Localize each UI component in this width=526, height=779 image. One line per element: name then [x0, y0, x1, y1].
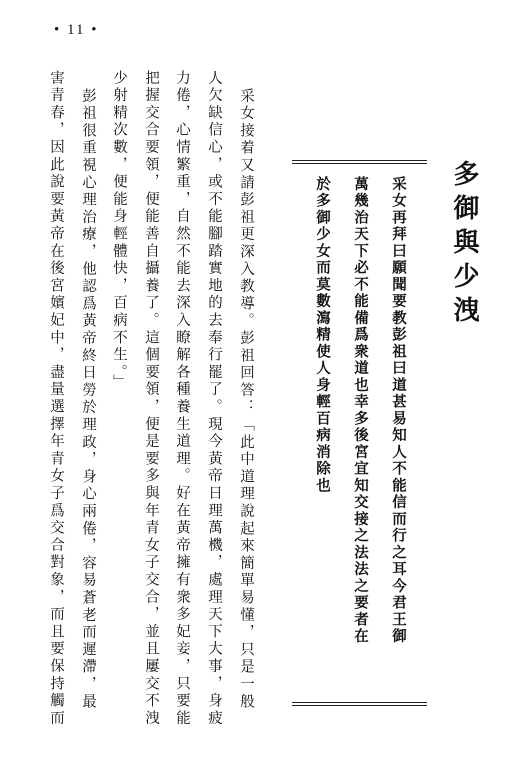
body-line-6: 彭祖很重視心理治療，他認爲黃帝終日勞於理政，身心兩倦，容易蒼老而遲滯，最 [80, 88, 96, 711]
quote-line-2: 萬幾治天下必不能備爲衆道也幸多後宮宜知交接之法法之要者在 [352, 176, 368, 645]
body-line-7: 害青春，因此說要黃帝在後宮嬪妃中，盡量選擇年青女子爲交合對象，而且要保持觸而 [48, 70, 64, 728]
body-line-1: 采女接着又請彭祖更深入教導。彭祖回答：「此中道理說起來簡單易懂，只是一般 [238, 88, 254, 711]
body-line-5: 少射精次數，便能身輕體快，百病不生。」 [111, 70, 127, 392]
body-line-4: 把握交合要領，便能善自攝養了。這個要領，便是要多與年青女子交合，並且屢交不洩 [143, 70, 159, 728]
body-line-2: 人欠缺信心，或不能腳踏實地的去奉行罷了。現今黃帝日理萬機，處理天下大事，身疲 [206, 70, 222, 728]
quote-line-3: 於多御少女而莫數瀉精使人身輕百病消除也 [314, 176, 330, 495]
page-number: • 11 • [54, 22, 99, 38]
body-line-3: 力倦，心情繁重，自然不能去深入瞭解各種養生道理。好在黃帝擁有衆多妃妾，只要能 [174, 70, 190, 728]
chapter-title: 多御與少洩 [449, 160, 479, 330]
quote-line-1: 采女再拜曰願聞要教彭祖曰道甚易知人不能信而行之耳今君王御 [390, 176, 406, 645]
